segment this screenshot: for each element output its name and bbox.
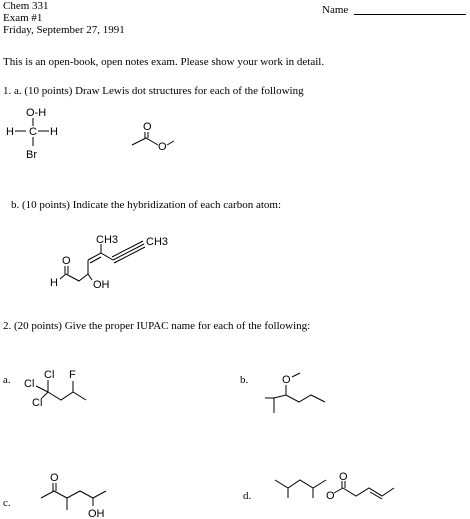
atom-o: O — [50, 472, 59, 484]
atom-o-carbonyl: O — [339, 471, 348, 483]
atom-o-aldehyde: O — [62, 255, 71, 267]
atom-oh: OH — [93, 279, 110, 291]
question-2-text: 2. (20 points) Give the proper IUPAC name for each of the following: — [3, 320, 311, 332]
atom-br: Br — [26, 149, 37, 161]
bond-o-c — [334, 488, 343, 493]
atom-o-ester: O — [158, 141, 167, 153]
atom-h-aldehyde: H — [50, 277, 58, 289]
label-2b: b. — [240, 374, 249, 386]
atom-h-right: H — [50, 126, 58, 138]
question-1a-text: 1. a. (10 points) Draw Lewis dot structures for each of the following — [3, 85, 304, 97]
atom-o-ester: O — [326, 490, 335, 502]
acid-chain — [343, 488, 394, 496]
label-2c: c. — [3, 497, 11, 509]
atom-oh: O-H — [26, 107, 47, 119]
exam-title: Exam #1 — [3, 12, 43, 24]
label-2d: d. — [243, 490, 252, 502]
atom-cl-1: Cl — [44, 369, 55, 381]
exam-date: Friday, September 27, 1991 — [3, 24, 125, 36]
name-label: Name — [322, 4, 349, 16]
atom-cl-2: Cl — [24, 378, 35, 390]
course-title: Chem 331 — [3, 0, 49, 12]
atom-o-carbonyl: O — [143, 121, 152, 133]
alkyl-chain — [275, 480, 326, 488]
question-1b-text: b. (10 points) Indicate the hybridization of each carbon atom: — [11, 199, 282, 211]
atom-ch3-b: CH3 — [146, 236, 169, 248]
instructions: This is an open-book, open notes exam. Please show your work in detail. — [3, 56, 325, 68]
atom-o: O — [282, 374, 291, 386]
atom-c: C — [29, 126, 37, 138]
atom-oh: OH — [88, 508, 105, 519]
atom-h-left: H — [6, 126, 14, 138]
bond-alkene — [370, 492, 382, 499]
label-2a: a. — [3, 374, 11, 386]
atom-ch3-a: CH3 — [96, 234, 119, 246]
atom-f: F — [69, 369, 76, 381]
atom-cl-3: Cl — [32, 397, 43, 409]
